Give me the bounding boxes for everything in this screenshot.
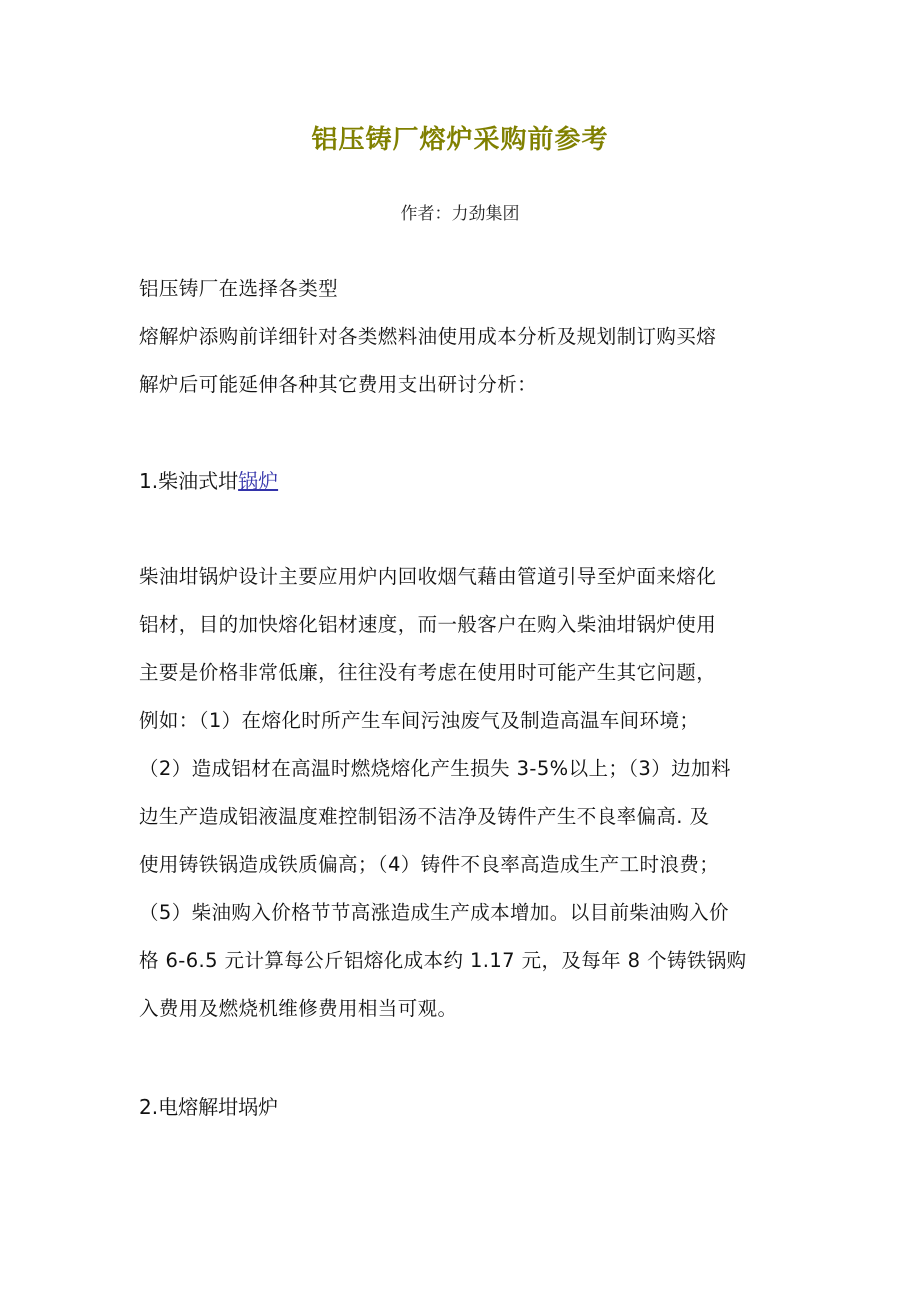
intro-line: 解炉后可能延伸各种其它费用支出研讨分析：: [139, 373, 538, 396]
section-1-line: 格 6-6.5 元计算每公斤铝熔化成本约 1.17 元，及每年 8 个铸铁锅购: [139, 949, 747, 972]
section-1-line: 例如：（1）在熔化时所产生车间污浊废气及制造高温车间环境；: [139, 709, 700, 732]
boiler-link[interactable]: 锅炉: [238, 469, 279, 493]
author-line: 作者：力劲集团: [400, 204, 520, 224]
intro-line: 铝压铸厂在选择各类型: [139, 277, 339, 300]
section-1-line: 边生产造成铝液温度难控制铝汤不洁净及铸件产生不良率偏高. 及: [139, 805, 710, 828]
section-1-line: （2）造成铝材在高温时燃烧熔化产生损失 3-5%以上；（3）边加料: [139, 757, 731, 780]
section-1-line: 主要是价格非常低廉，往往没有考虑在使用时可能产生其它问题，: [139, 661, 717, 684]
section-1-heading-text: 1.柴油式坩: [139, 469, 239, 493]
section-1-line: 使用铸铁锅造成铁质偏高；（4）铸件不良率高造成生产工时浪费；: [139, 853, 720, 876]
document-title: 铝压铸厂熔炉采购前参考: [311, 125, 609, 155]
intro-line: 熔解炉添购前详细针对各类燃料油使用成本分析及规划制订购买熔: [139, 325, 717, 348]
section-1-line: （5）柴油购入价格节节高涨造成生产成本增加。以目前柴油购入价: [139, 901, 729, 924]
section-1-line: 铝材，目的加快熔化铝材速度，而一般客户在购入柴油坩锅炉使用: [139, 613, 717, 636]
section-1-heading: [139, 466, 278, 496]
section-1-line: 柴油坩锅炉设计主要应用炉内回收烟气藉由管道引导至炉面来熔化: [139, 565, 717, 588]
section-2-heading: 2.电熔解坩埚炉: [139, 1095, 279, 1119]
section-1-line: 入费用及燃烧机维修费用相当可观。: [139, 997, 458, 1020]
